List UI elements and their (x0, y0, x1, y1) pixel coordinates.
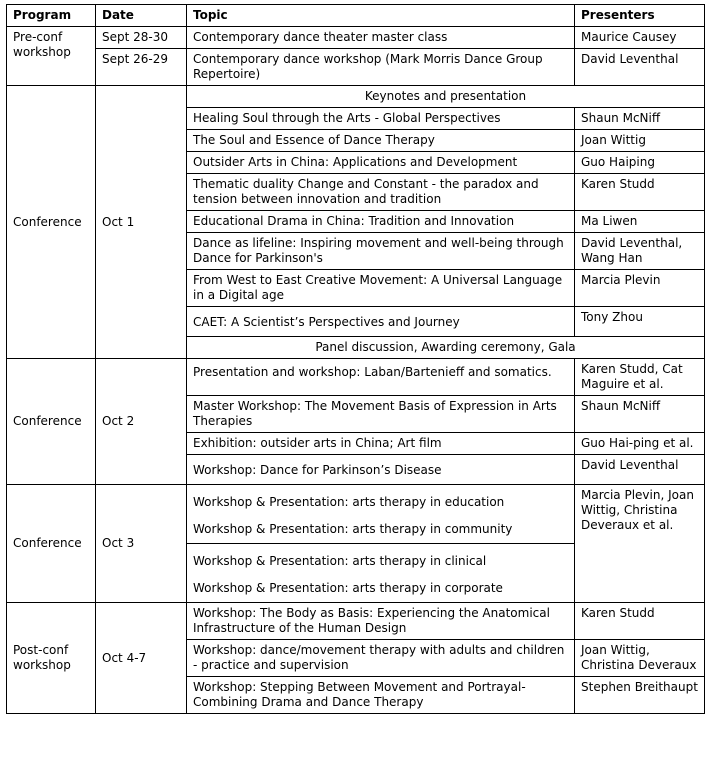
presenters-cell: Shaun McNiff (575, 108, 705, 130)
program-cell: Conference (7, 86, 96, 359)
program-cell: Conference (7, 359, 96, 485)
presenters-cell: Karen Studd, Cat Maguire et al. (575, 359, 705, 396)
topic-cell: Presentation and workshop: Laban/Bartenieff and somatics. (187, 359, 575, 396)
date-cell: Oct 1 (96, 86, 187, 359)
header-topic: Topic (187, 5, 575, 27)
topic-cell (187, 544, 575, 603)
topic-cell: Workshop: The Body as Basis: Experiencing the Anatomical Infrastructure of the Human Design (187, 603, 575, 640)
date-cell: Sept 26-29 (96, 49, 187, 86)
table-row (7, 49, 705, 86)
topic-cell (187, 485, 575, 544)
table-row (7, 359, 705, 396)
section-heading: Keynotes and presentation (187, 86, 705, 108)
topic-line: Workshop & Presentation: arts therapy in clinical (193, 554, 487, 568)
program-cell: Pre-conf workshop (7, 27, 96, 86)
table-row (7, 27, 705, 49)
topic-cell: Exhibition: outsider arts in China; Art film (187, 433, 575, 455)
date-cell: Oct 4-7 (96, 603, 187, 714)
table-row (7, 86, 705, 108)
header-presenters: Presenters (575, 5, 705, 27)
topic-cell: Contemporary dance theater master class (187, 27, 575, 49)
topic-cell: Workshop: Stepping Between Movement and Portrayal-Combining Drama and Dance Therapy (187, 677, 575, 714)
topic-cell: Educational Drama in China: Tradition and Innovation (187, 211, 575, 233)
presenters-cell: David Leventhal (575, 49, 705, 86)
topic-cell: Outsider Arts in China: Applications and Development (187, 152, 575, 174)
presenters-cell: Ma Liwen (575, 211, 705, 233)
table-row (7, 603, 705, 640)
presenters-cell: Joan Wittig, Christina Deveraux (575, 640, 705, 677)
presenters-cell: Guo Hai-ping et al. (575, 433, 705, 455)
presenters-cell: Joan Wittig (575, 130, 705, 152)
presenters-cell: Karen Studd (575, 174, 705, 211)
header-program: Program (7, 5, 96, 27)
presenters-cell: Tony Zhou (575, 307, 705, 337)
topic-cell: Healing Soul through the Arts - Global Perspectives (187, 108, 575, 130)
topic-cell: Master Workshop: The Movement Basis of Expression in Arts Therapies (187, 396, 575, 433)
presenters-cell: Guo Haiping (575, 152, 705, 174)
presenters-cell: Maurice Causey (575, 27, 705, 49)
topic-cell: CAET: A Scientist’s Perspectives and Journey (187, 307, 575, 337)
presenters-cell: Marcia Plevin, Joan Wittig, Christina Deveraux et al. (575, 485, 705, 603)
program-cell: Conference (7, 485, 96, 603)
header-date: Date (96, 5, 187, 27)
date-cell: Sept 28-30 (96, 27, 187, 49)
topic-line: Workshop & Presentation: arts therapy in education (193, 495, 505, 509)
topic-cell: From West to East Creative Movement: A Universal Language in a Digital age (187, 270, 575, 307)
date-cell: Oct 3 (96, 485, 187, 603)
topic-cell: Thematic duality Change and Constant - the paradox and tension between innovation and tradition (187, 174, 575, 211)
topic-cell: Contemporary dance workshop (Mark Morris Dance Group Repertoire) (187, 49, 575, 86)
table-row (7, 485, 705, 544)
program-cell: Post-conf workshop (7, 603, 96, 714)
topic-cell: The Soul and Essence of Dance Therapy (187, 130, 575, 152)
presenters-cell: Shaun McNiff (575, 396, 705, 433)
topic-line: Workshop & Presentation: arts therapy in corporate (193, 581, 503, 595)
section-footer: Panel discussion, Awarding ceremony, Gala (187, 337, 705, 359)
presenters-cell: Stephen Breithaupt (575, 677, 705, 714)
presenters-cell: David Leventhal, Wang Han (575, 233, 705, 270)
presenters-cell: Karen Studd (575, 603, 705, 640)
topic-line: Workshop & Presentation: arts therapy in community (193, 522, 513, 536)
presenters-cell: Marcia Plevin (575, 270, 705, 307)
schedule-table (6, 4, 705, 714)
presenters-cell: David Leventhal (575, 455, 705, 485)
topic-cell: Workshop: dance/movement therapy with adults and children - practice and supervision (187, 640, 575, 677)
topic-cell: Dance as lifeline: Inspiring movement and well-being through Dance for Parkinson's (187, 233, 575, 270)
topic-cell: Workshop: Dance for Parkinson’s Disease (187, 455, 575, 485)
header-row (7, 5, 705, 27)
date-cell: Oct 2 (96, 359, 187, 485)
